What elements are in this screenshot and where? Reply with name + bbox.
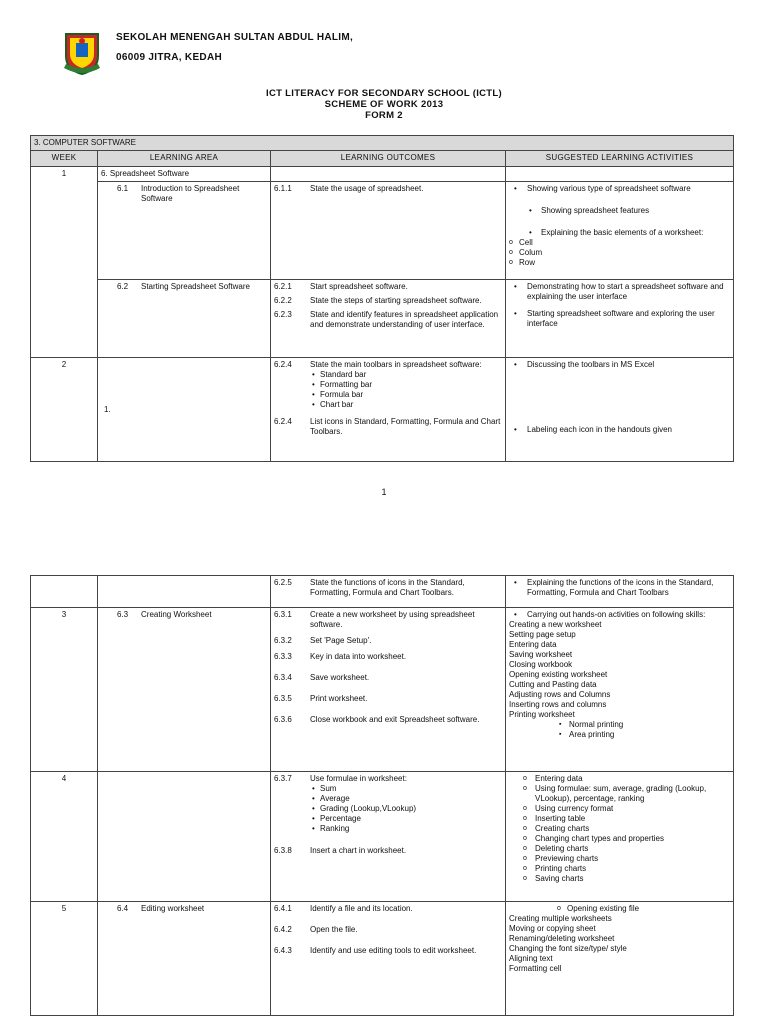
outcome-item: 6.4.2 Open the file. — [274, 925, 358, 934]
column-header-learning-outcomes: LEARNING OUTCOMES — [271, 151, 506, 167]
week-cell: 1 — [31, 167, 98, 358]
outcome-item: 6.2.1 Start spreadsheet software. — [274, 282, 408, 291]
activity-item: • Explaining the basic elements of a worksheet: — [509, 228, 730, 238]
outcome-item: 6.2.2 State the steps of starting spreadsheet software. — [274, 296, 482, 305]
activity-item: • Carrying out hands-on activities on following skills: — [509, 610, 730, 620]
outcome-item: 6.3.3 Key in data into worksheet. — [274, 652, 407, 661]
activity-item: • Discussing the toolbars in MS Excel — [509, 360, 730, 370]
scheme-table-page-2 — [30, 575, 734, 1016]
list-item: o Deleting charts — [509, 844, 730, 854]
table-row — [31, 280, 734, 358]
list-item: o Previewing charts — [509, 854, 730, 864]
skill-item: Printing worksheet — [509, 710, 575, 719]
skill-item: Setting page setup — [509, 630, 576, 639]
outcome-item: 6.3.6 Close workbook and exit Spreadsheet software. — [274, 715, 480, 724]
list-item: ▪ Normal printing — [509, 720, 730, 730]
list-item: ▪ Area printing — [509, 730, 730, 740]
section-heading: 3. COMPUTER SOFTWARE — [31, 136, 734, 151]
skill-item: Changing the font size/type/ style — [509, 944, 627, 953]
activity-item: • Demonstrating how to start a spreadsheet software and explaining the user interface — [509, 282, 730, 302]
learning-area-cell: 1. — [98, 358, 271, 462]
title-line-1: ICT LITERACY FOR SECONDARY SCHOOL (ICTL) — [266, 88, 502, 99]
list-item: • Ranking — [274, 824, 502, 834]
skill-item: Renaming/deleting worksheet — [509, 934, 615, 943]
week-cell: 5 — [31, 902, 98, 1016]
list-item: • Formatting bar — [274, 380, 502, 390]
list-item: o Creating charts — [509, 824, 730, 834]
learning-area-item: 6.3 Creating Worksheet — [117, 610, 212, 619]
activity-item: • Explaining the functions of the icons in the Standard, Formatting, Formula and Chart Toolbars — [509, 578, 730, 598]
outcome-item: 6.3.4 Save worksheet. — [274, 673, 370, 682]
list-item: o Opening existing file — [557, 904, 730, 914]
column-header-activities: SUGGESTED LEARNING ACTIVITIES — [506, 151, 734, 167]
list-item: • Sum — [274, 784, 502, 794]
outcome-item: 6.3.5 Print worksheet. — [274, 694, 368, 703]
list-item: • Standard bar — [274, 370, 502, 380]
activity-item: • Starting spreadsheet software and exploring the user interface — [509, 309, 730, 329]
table-row — [31, 167, 734, 182]
learning-area-item: 6.2 Starting Spreadsheet Software — [117, 282, 250, 291]
activity-item: • Labeling each icon in the handouts given — [509, 425, 730, 435]
list-item: o Using currency format — [509, 804, 730, 814]
column-header-week: WEEK — [31, 151, 98, 167]
table-row — [31, 902, 734, 1016]
list-item: • Average — [274, 794, 502, 804]
skill-item: Opening existing worksheet — [509, 670, 608, 679]
outcome-item: 6.3.8 Insert a chart in worksheet. — [274, 846, 407, 855]
skill-item: Closing workbook — [509, 660, 573, 669]
list-item: o Inserting table — [509, 814, 730, 824]
list-item: o Printing charts — [509, 864, 730, 874]
column-header-learning-area: LEARNING AREA — [98, 151, 271, 167]
skill-item: Saving worksheet — [509, 650, 573, 659]
table-row — [31, 608, 734, 772]
list-item: o Changing chart types and properties — [509, 834, 730, 844]
school-address: 06009 JITRA, KEDAH — [116, 52, 222, 63]
activity-item: • Showing various type of spreadsheet software — [509, 184, 730, 194]
list-item: o Saving charts — [509, 874, 730, 884]
title-line-2: SCHEME OF WORK 2013 — [324, 99, 444, 110]
skill-item: Aligning text — [509, 954, 553, 963]
skill-item: Cutting and Pasting data — [509, 680, 597, 689]
school-crest-logo — [62, 30, 102, 76]
list-item: o Using formulae: sum, average, grading (Lookup, VLookup), percentage, ranking — [509, 784, 730, 804]
outcome-item: 6.2.3 State and identify features in spreadsheet application and demonstrate understanding of user interface. — [274, 310, 499, 329]
skill-item: Adjusting rows and Columns — [509, 690, 611, 699]
title-line-3: FORM 2 — [365, 110, 403, 121]
list-item: o Colum — [509, 248, 730, 258]
skill-item: Formatting cell — [509, 964, 562, 973]
skill-item: Entering data — [509, 640, 557, 649]
skill-item: Moving or copying sheet — [509, 924, 596, 933]
topic-cell: 6. Spreadsheet Software — [98, 167, 271, 182]
outcome-item: 6.3.2 Set 'Page Setup'. — [274, 636, 372, 645]
list-item: • Formula bar — [274, 390, 502, 400]
outcome-item: 6.2.4 State the main toolbars in spreadsheet software: — [274, 360, 482, 369]
list-item: • Chart bar — [274, 400, 502, 410]
table-row — [31, 772, 734, 902]
activity-item: • Showing spreadsheet features — [509, 206, 730, 216]
page-number: 1 — [381, 487, 387, 497]
list-item: o Entering data — [509, 774, 730, 784]
week-cell: 4 — [31, 772, 98, 902]
list-item: o Row — [509, 258, 730, 268]
skill-item: Creating multiple worksheets — [509, 914, 612, 923]
learning-area-item: 6.4 Editing worksheet — [117, 904, 205, 913]
skill-item: Inserting rows and columns — [509, 700, 607, 709]
learning-area-item: 6.1 Introduction to Spreadsheet Software — [117, 184, 240, 203]
list-item: • Grading (Lookup,VLookup) — [274, 804, 502, 814]
list-item: o Cell — [509, 238, 730, 248]
week-cell: 3 — [31, 608, 98, 772]
document-title — [0, 88, 768, 121]
outcome-item: 6.4.1 Identify a file and its location. — [274, 904, 413, 913]
outcome-item: 6.3.1 Create a new worksheet by using spreadsheet software. — [274, 610, 475, 629]
outcome-item: 6.3.7 Use formulae in worksheet: — [274, 774, 407, 783]
table-row — [31, 358, 734, 462]
week-cell: 2 — [31, 358, 98, 462]
outcome-item: 6.4.3 Identify and use editing tools to edit worksheet. — [274, 946, 477, 955]
school-name: SEKOLAH MENENGAH SULTAN ABDUL HALIM, — [116, 32, 354, 43]
scheme-table-page-1 — [30, 135, 734, 462]
table-row — [31, 182, 734, 280]
outcome-item: 6.2.5 State the functions of icons in the Standard, Formatting, Formula and Chart Toolbars. — [274, 578, 465, 597]
table-row — [31, 576, 734, 608]
outcome-item: 6.2.4 List icons in Standard, Formatting, Formula and Chart Toolbars. — [274, 417, 501, 436]
skill-item: Creating a new worksheet — [509, 620, 602, 629]
list-item: • Percentage — [274, 814, 502, 824]
outcome-item: 6.1.1 State the usage of spreadsheet. — [274, 184, 424, 193]
